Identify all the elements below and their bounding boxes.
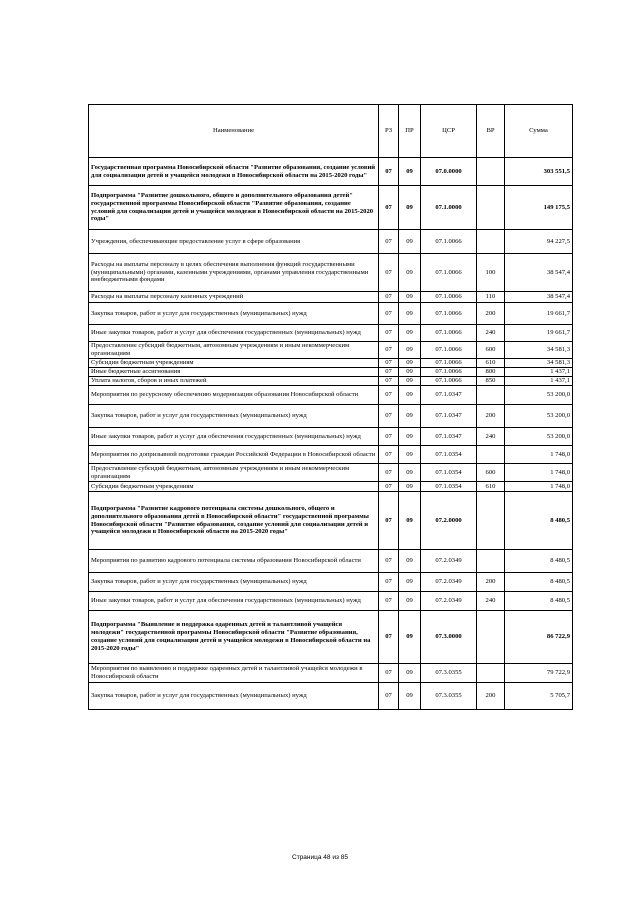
page-number: Страница 48 из 85 <box>292 854 348 861</box>
cell-name: Мероприятия по развитию кадрового потенциала системы образования Новосибирской области <box>89 550 379 573</box>
cell-csr: 07.1.0347 <box>421 428 477 446</box>
cell-csr: 07.3.0355 <box>421 664 477 683</box>
cell-pr: 09 <box>399 405 421 428</box>
cell-name: Закупка товаров, работ и услуг для государственных (муниципальных) нужд <box>89 303 379 325</box>
cell-name: Предоставление субсидий бюджетным, автономным учреждениям и иным некоммерческим организациям <box>89 464 379 482</box>
table-row <box>89 464 573 482</box>
table-row <box>89 342 573 359</box>
table-row <box>89 664 573 683</box>
cell-rz: 07 <box>379 377 399 386</box>
table-row <box>89 377 573 386</box>
cell-name: Расходы на выплаты персоналу казенных учреждений <box>89 292 379 303</box>
cell-sum: 38 547,4 <box>505 292 573 303</box>
cell-vr <box>477 158 505 186</box>
cell-rz: 07 <box>379 186 399 230</box>
cell-pr: 09 <box>399 359 421 368</box>
cell-pr: 09 <box>399 482 421 492</box>
cell-csr: 07.1.0347 <box>421 405 477 428</box>
table-row <box>89 611 573 664</box>
cell-vr: 610 <box>477 359 505 368</box>
cell-rz: 07 <box>379 230 399 254</box>
cell-vr: 100 <box>477 254 505 292</box>
cell-name: Уплата налогов, сборов и иных платежей <box>89 377 379 386</box>
cell-csr: 07.1.0066 <box>421 325 477 342</box>
header-sum: Сумма <box>505 105 573 158</box>
cell-pr: 09 <box>399 492 421 550</box>
cell-pr: 09 <box>399 292 421 303</box>
table-row <box>89 230 573 254</box>
cell-csr: 07.2.0349 <box>421 550 477 573</box>
cell-pr: 09 <box>399 325 421 342</box>
cell-name: Иные закупки товаров, работ и услуг для обеспечения государственных (муниципальных) нужд <box>89 428 379 446</box>
table-row <box>89 573 573 592</box>
cell-pr: 09 <box>399 683 421 710</box>
cell-sum: 8 480,5 <box>505 492 573 550</box>
cell-vr <box>477 446 505 464</box>
table-row <box>89 492 573 550</box>
cell-rz: 07 <box>379 446 399 464</box>
cell-rz: 07 <box>379 386 399 405</box>
cell-name: Государственная программа Новосибирской области "Развитие образования, создание условий для социализации детей и учащейся молодежи в Новосибирской области на 2015-2020 годы" <box>89 158 379 186</box>
cell-pr: 09 <box>399 377 421 386</box>
cell-pr: 09 <box>399 428 421 446</box>
cell-csr: 07.2.0000 <box>421 492 477 550</box>
cell-vr: 200 <box>477 683 505 710</box>
cell-rz: 07 <box>379 359 399 368</box>
header-rz: РЗ <box>379 105 399 158</box>
cell-name: Предоставление субсидий бюджетным, автономным учреждениям и иным некоммерческим организациям <box>89 342 379 359</box>
table-row <box>89 303 573 325</box>
cell-csr: 07.1.0354 <box>421 482 477 492</box>
cell-csr: 07.1.0066 <box>421 368 477 377</box>
cell-pr: 09 <box>399 368 421 377</box>
table-row <box>89 550 573 573</box>
cell-csr: 07.1.0347 <box>421 386 477 405</box>
cell-csr: 07.1.0000 <box>421 186 477 230</box>
cell-vr: 850 <box>477 377 505 386</box>
cell-pr: 09 <box>399 342 421 359</box>
table-row <box>89 386 573 405</box>
cell-name: Подпрограмма "Выявление и поддержка одаренных детей и талантливой учащейся молодежи" государственной программы Новосибирской области "Развитие образования, создание условий для социализации детей и учащейся молодежи в Новосибирской области на 2015-2020 годы" <box>89 611 379 664</box>
cell-sum: 8 480,5 <box>505 592 573 611</box>
cell-name: Закупка товаров, работ и услуг для государственных (муниципальных) нужд <box>89 405 379 428</box>
table-row <box>89 292 573 303</box>
cell-vr: 110 <box>477 292 505 303</box>
table-row <box>89 254 573 292</box>
cell-sum: 5 705,7 <box>505 683 573 710</box>
cell-rz: 07 <box>379 492 399 550</box>
cell-vr: 800 <box>477 368 505 377</box>
cell-vr <box>477 492 505 550</box>
cell-name: Субсидии бюджетным учреждениям <box>89 359 379 368</box>
cell-rz: 07 <box>379 325 399 342</box>
cell-pr: 09 <box>399 386 421 405</box>
cell-csr: 07.3.0355 <box>421 683 477 710</box>
cell-csr: 07.1.0066 <box>421 292 477 303</box>
cell-rz: 07 <box>379 664 399 683</box>
cell-name: Мероприятия по допризывной подготовке граждан Российской Федерации в Новосибирской области <box>89 446 379 464</box>
cell-csr: 07.2.0349 <box>421 573 477 592</box>
cell-sum: 79 722,9 <box>505 664 573 683</box>
cell-vr <box>477 550 505 573</box>
cell-vr: 200 <box>477 573 505 592</box>
cell-sum: 53 200,0 <box>505 428 573 446</box>
cell-vr: 240 <box>477 325 505 342</box>
cell-pr: 09 <box>399 158 421 186</box>
cell-csr: 07.1.0066 <box>421 303 477 325</box>
cell-name: Иные закупки товаров, работ и услуг для обеспечения государственных (муниципальных) нужд <box>89 592 379 611</box>
cell-rz: 07 <box>379 573 399 592</box>
cell-sum: 86 722,9 <box>505 611 573 664</box>
cell-pr: 09 <box>399 186 421 230</box>
cell-sum: 19 661,7 <box>505 325 573 342</box>
cell-vr <box>477 664 505 683</box>
cell-rz: 07 <box>379 464 399 482</box>
cell-pr: 09 <box>399 230 421 254</box>
table-row <box>89 683 573 710</box>
cell-pr: 09 <box>399 664 421 683</box>
cell-csr: 07.1.0066 <box>421 359 477 368</box>
cell-pr: 09 <box>399 611 421 664</box>
cell-sum: 53 200,0 <box>505 386 573 405</box>
cell-pr: 09 <box>399 573 421 592</box>
header-csr: ЦСР <box>421 105 477 158</box>
cell-csr: 07.1.0066 <box>421 254 477 292</box>
cell-vr <box>477 186 505 230</box>
cell-vr: 200 <box>477 303 505 325</box>
header-pr: ПР <box>399 105 421 158</box>
table-body <box>89 158 573 710</box>
cell-csr: 07.1.0066 <box>421 342 477 359</box>
cell-sum: 53 200,0 <box>505 405 573 428</box>
cell-sum: 1 437,1 <box>505 377 573 386</box>
cell-vr: 200 <box>477 405 505 428</box>
cell-rz: 07 <box>379 611 399 664</box>
cell-rz: 07 <box>379 303 399 325</box>
cell-rz: 07 <box>379 683 399 710</box>
cell-vr <box>477 386 505 405</box>
cell-sum: 8 480,5 <box>505 550 573 573</box>
cell-sum: 303 551,5 <box>505 158 573 186</box>
cell-name: Иные закупки товаров, работ и услуг для обеспечения государственных (муниципальных) нужд <box>89 325 379 342</box>
header-name: Наименование <box>89 105 379 158</box>
cell-csr: 07.2.0349 <box>421 592 477 611</box>
cell-name: Подпрограмма "Развитие кадрового потенциала системы дошкольного, общего и дополнительного образования детей в Новосибирской области" государственной программы Новосибирской области "Развитие образования, создание условий для социализации детей и учащейся молодежи в Новосибирской области на 2015-2020 годы" <box>89 492 379 550</box>
cell-sum: 94 227,5 <box>505 230 573 254</box>
cell-rz: 07 <box>379 368 399 377</box>
table-row <box>89 592 573 611</box>
cell-sum: 8 480,5 <box>505 573 573 592</box>
cell-name: Субсидии бюджетным учреждениям <box>89 482 379 492</box>
table-row <box>89 325 573 342</box>
cell-csr: 07.1.0066 <box>421 377 477 386</box>
cell-vr <box>477 230 505 254</box>
cell-vr <box>477 611 505 664</box>
cell-rz: 07 <box>379 428 399 446</box>
cell-rz: 07 <box>379 158 399 186</box>
cell-sum: 1 748,0 <box>505 446 573 464</box>
table-row <box>89 359 573 368</box>
cell-vr: 610 <box>477 482 505 492</box>
table-row <box>89 428 573 446</box>
table-row <box>89 482 573 492</box>
table-row <box>89 158 573 186</box>
cell-csr: 07.1.0066 <box>421 230 477 254</box>
cell-rz: 07 <box>379 592 399 611</box>
cell-name: Мероприятия по ресурсному обеспечению модернизации образования Новосибирской области <box>89 386 379 405</box>
cell-sum: 1 437,1 <box>505 368 573 377</box>
budget-table <box>88 104 573 710</box>
cell-csr: 07.1.0354 <box>421 464 477 482</box>
cell-name: Мероприятия по выявлению и поддержке одаренных детей и талантливой учащейся молодежи в Новосибирской области <box>89 664 379 683</box>
cell-pr: 09 <box>399 550 421 573</box>
cell-csr: 07.1.0354 <box>421 446 477 464</box>
cell-sum: 149 175,5 <box>505 186 573 230</box>
cell-name: Иные бюджетные ассигнования <box>89 368 379 377</box>
cell-rz: 07 <box>379 292 399 303</box>
cell-sum: 1 748,0 <box>505 482 573 492</box>
cell-name: Закупка товаров, работ и услуг для государственных (муниципальных) нужд <box>89 683 379 710</box>
cell-vr: 600 <box>477 464 505 482</box>
cell-csr: 07.0.0000 <box>421 158 477 186</box>
header-vr: ВР <box>477 105 505 158</box>
cell-name: Учреждения, обеспечивающие предоставление услуг в сфере образования <box>89 230 379 254</box>
cell-rz: 07 <box>379 342 399 359</box>
cell-sum: 34 581,3 <box>505 342 573 359</box>
cell-vr: 600 <box>477 342 505 359</box>
cell-rz: 07 <box>379 482 399 492</box>
cell-name: Подпрограмма "Развитие дошкольного, общего и дополнительного образования детей" государственной программы Новосибирской области "Развитие образования, создание условий для социализации детей и учащейся молодежи в Новосибирской области на 2015-2020 годы" <box>89 186 379 230</box>
cell-rz: 07 <box>379 254 399 292</box>
cell-sum: 19 661,7 <box>505 303 573 325</box>
table-row <box>89 186 573 230</box>
table-row <box>89 405 573 428</box>
cell-sum: 38 547,4 <box>505 254 573 292</box>
cell-rz: 07 <box>379 405 399 428</box>
cell-pr: 09 <box>399 464 421 482</box>
cell-pr: 09 <box>399 303 421 325</box>
cell-csr: 07.3.0000 <box>421 611 477 664</box>
cell-name: Закупка товаров, работ и услуг для государственных (муниципальных) нужд <box>89 573 379 592</box>
table-row <box>89 368 573 377</box>
cell-pr: 09 <box>399 254 421 292</box>
cell-sum: 34 581,3 <box>505 359 573 368</box>
cell-name: Расходы на выплаты персоналу в целях обеспечения выполнения функций государственными (муниципальными) органами, казенными учреждениями, органами управления государственными внебюджетными фондами <box>89 254 379 292</box>
table-row <box>89 446 573 464</box>
cell-vr: 240 <box>477 592 505 611</box>
cell-vr: 240 <box>477 428 505 446</box>
cell-sum: 1 748,0 <box>505 464 573 482</box>
table-header-row <box>89 105 573 158</box>
cell-pr: 09 <box>399 446 421 464</box>
cell-rz: 07 <box>379 550 399 573</box>
cell-pr: 09 <box>399 592 421 611</box>
